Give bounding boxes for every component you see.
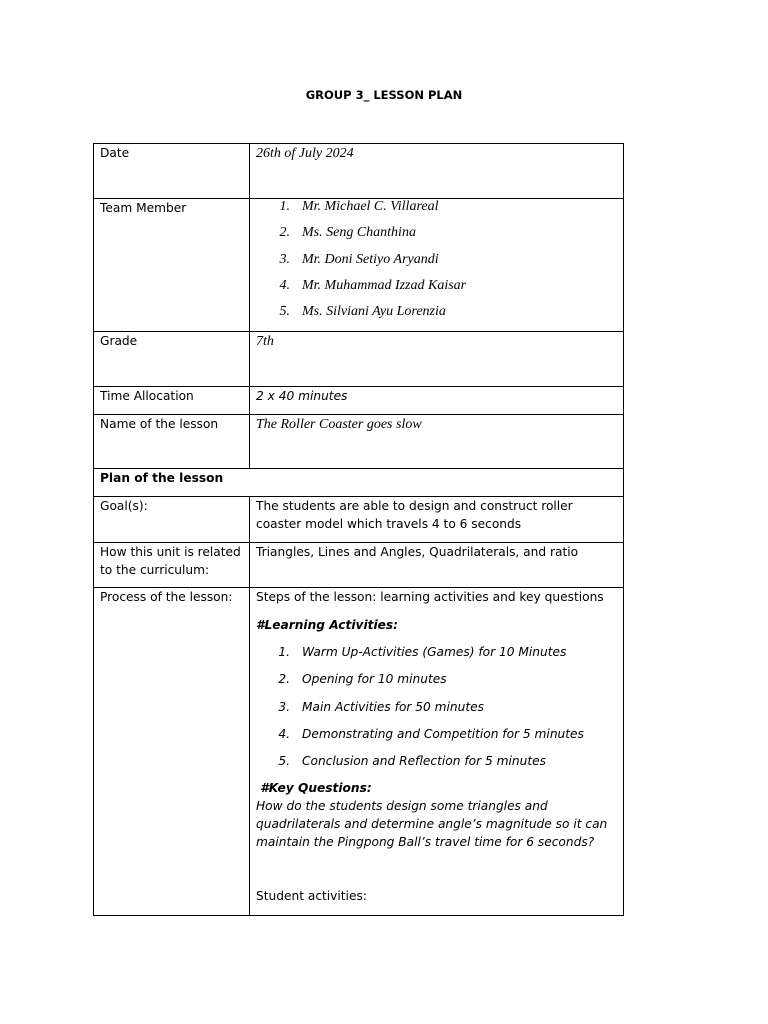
lesson-name-value-cell [250, 415, 624, 469]
activity-text: Demonstrating and Competition for 5 minutes [302, 726, 584, 741]
curriculum-label: How this unit is related to the curriculum: [100, 545, 241, 577]
list-item [256, 304, 617, 330]
key-questions-heading: #Key Questions: [256, 781, 372, 796]
list-number: 3. [278, 699, 290, 714]
row-team [94, 199, 624, 332]
row-plan-header [94, 469, 624, 497]
list-item [256, 643, 617, 670]
row-date [94, 144, 624, 199]
activity-text: Warm Up-Activities (Games) for 10 Minutes [302, 645, 567, 659]
list-number: 5. [278, 754, 290, 769]
student-activities-label: Student activities: [256, 889, 367, 904]
activity-text: Conclusion and Reflection for 5 minutes [302, 754, 546, 769]
member-name: Mr. Michael C. Villareal [302, 199, 439, 214]
curriculum-label-cell [94, 543, 250, 588]
row-curriculum [94, 543, 624, 588]
list-item [256, 252, 617, 278]
learning-activities-heading: #Learning Activities: [256, 618, 399, 632]
row-grade [94, 332, 624, 387]
list-number: 1. [279, 199, 290, 214]
list-item [256, 670, 617, 697]
plan-header: Plan of the lesson [94, 469, 624, 497]
list-number: 2. [278, 672, 290, 687]
row-process [94, 588, 624, 916]
row-time [94, 387, 624, 415]
goals-value: The students are able to design and construct roller coaster model which travels 4 to 6 seconds [250, 497, 624, 543]
activity-text: Main Activities for 50 minutes [302, 699, 485, 714]
list-item [256, 698, 617, 725]
list-item [256, 725, 617, 752]
document-title: GROUP 3_ LESSON PLAN [305, 88, 463, 102]
member-name: Mr. Muhammad Izzad Kaisar [302, 277, 467, 293]
list-number: 1. [278, 645, 290, 659]
activity-text: Opening for 10 minutes [302, 672, 447, 687]
process-label: Process of the lesson: [100, 590, 233, 604]
lesson-name-label-cell [94, 415, 250, 469]
list-number: 2. [279, 225, 290, 241]
list-item [256, 278, 617, 304]
time-label: Time Allocation [100, 389, 194, 403]
process-value-cell [250, 588, 624, 916]
row-goals [94, 497, 624, 543]
time-label-cell [94, 387, 250, 415]
lesson-plan-table [93, 143, 624, 916]
key-question-text: How do the students design some triangles and quadrilaterals and determine angle’s magnitude so it can maintain the Pingpong Ball’s travel time for 6 seconds? [256, 799, 608, 850]
list-number: 4. [278, 726, 290, 741]
date-value: 26th of July 2024 [256, 146, 354, 161]
date-value-cell [250, 144, 624, 199]
date-label: Date [100, 146, 130, 160]
member-name: Mr. Doni Setiyo Aryandi [302, 251, 439, 267]
team-label: Team Member [100, 201, 187, 215]
learning-activities-list [256, 643, 617, 779]
member-name: Ms. Silviani Ayu Lorenzia [302, 304, 446, 320]
list-number: 3. [279, 251, 290, 267]
lesson-name-label: Name of the lesson [100, 417, 219, 431]
lesson-name-value: The Roller Coaster goes slow [256, 417, 422, 432]
process-intro: Steps of the lesson: learning activities and key questions [256, 590, 604, 604]
date-label-cell [94, 144, 250, 199]
curriculum-value: Triangles, Lines and Angles, Quadrilaterals, and ratio [250, 543, 624, 588]
team-label-cell [94, 199, 250, 332]
process-label-cell [94, 588, 250, 916]
time-value-cell [250, 387, 624, 415]
member-name: Ms. Seng Chanthina [302, 225, 416, 241]
list-item [256, 199, 617, 225]
list-number: 5. [279, 304, 290, 320]
grade-label: Grade [100, 334, 138, 348]
list-number: 4. [279, 277, 290, 293]
time-value: 2 x 40 minutes [256, 389, 348, 403]
grade-value-cell [250, 332, 624, 387]
grade-label-cell [94, 332, 250, 387]
team-member-list [256, 199, 617, 330]
list-item [256, 752, 617, 779]
list-item [256, 225, 617, 251]
team-value-cell [250, 199, 624, 332]
row-lesson-name [94, 415, 624, 469]
goals-label: Goal(s): [100, 499, 148, 513]
grade-value: 7th [256, 334, 274, 349]
goals-label-cell [94, 497, 250, 543]
